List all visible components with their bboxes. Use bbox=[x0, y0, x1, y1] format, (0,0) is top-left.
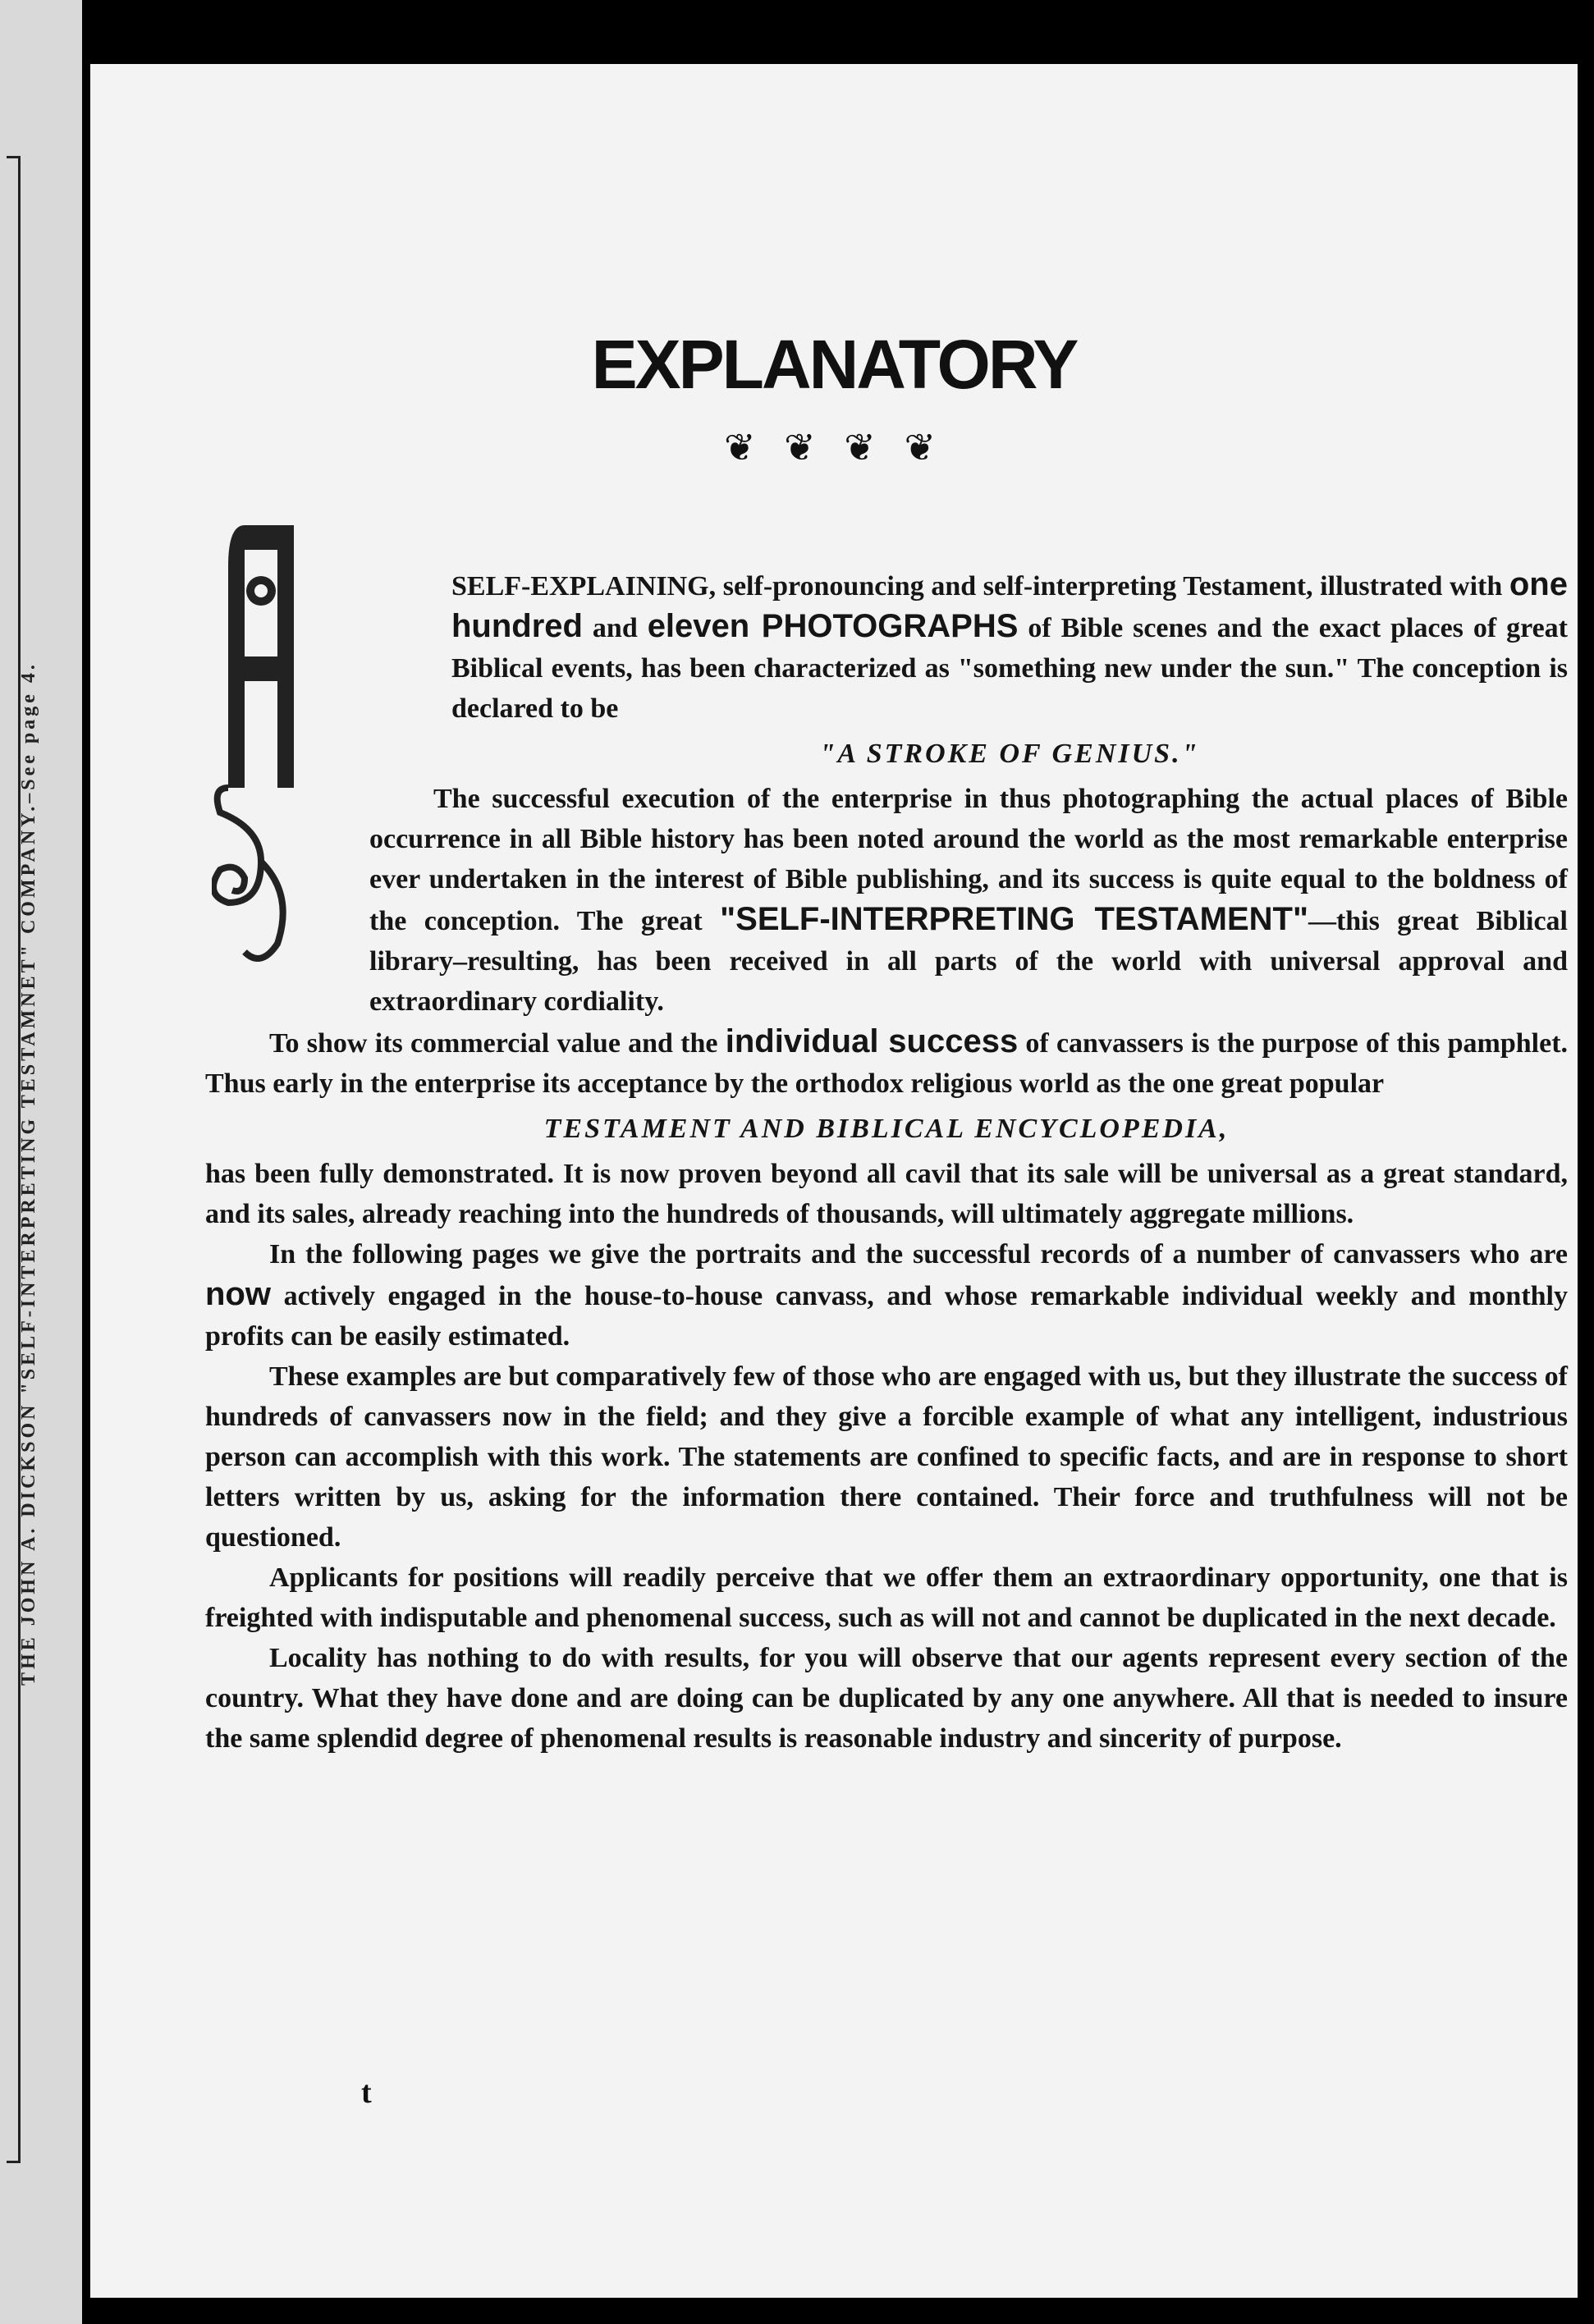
paragraph-1: SELF-EXPLAINING, self-pronouncing and self-interpreting Testament, illustrated with one hundred and eleven PHOTOGRAPHS of Bible scenes and the exact places of great Biblical events, has been characterized as "something new under the sun." The conception is declared to be bbox=[451, 566, 1568, 724]
spine-text: THE JOHN A. DICKSON "SELF-INTERPRETING TESTAMNET" COMPANY.–See page 4. bbox=[18, 661, 39, 1686]
encyclopedia-line: TESTAMENT AND BIBLICAL ENCYCLOPEDIA, bbox=[543, 1114, 1230, 1144]
paragraph-4: has been fully demonstrated. It is now proven beyond all cavil that its sale will be universal as a great standard, and its sales, already reaching into the hundreds of thousands, will ultimately aggregate millions. bbox=[205, 1159, 1568, 1229]
page-mark: t bbox=[361, 2075, 372, 2110]
paragraph-6: These examples are but comparatively few of those who are engaged with us, but they illustrate the success of hundreds of canvassers now in the field; and they give a forcible example of what any intelligent, industrious person can accomplish with this work. The statements are confined to specific facts, and are in response to short letters written by us, asking for the information there contained. Their force and truthfulness will not be questioned. bbox=[205, 1361, 1568, 1553]
ornament-row: ❦ ❦ ❦ ❦ bbox=[723, 425, 945, 469]
paragraph-5: In the following pages we give the portraits and the successful records of a number of canvassers who are now actively engaged in the house-to-house canvass, and whose remarkable individual weekly and monthly profits can be easily estimated. bbox=[205, 1239, 1568, 1352]
left-page-edge bbox=[0, 0, 82, 2324]
page-title: EXPLANATORY bbox=[591, 326, 1077, 403]
paragraph-8: Locality has nothing to do with results, for you will observe that our agents represent every section of the country. What they have done and are doing can be duplicated by any one anywhere. All that is needed to insure the same splendid degree of phenomenal results is reasonable industry and sincerity of purpose. bbox=[205, 1643, 1568, 1754]
document-page bbox=[90, 64, 1578, 2298]
paragraph-3: To show its commercial value and the individual success of canvassers is the purpose of this pamphlet. Thus early in the enterprise its acceptance by the orthodox religious world as the one great popular bbox=[205, 1023, 1569, 1099]
stroke-of-genius: "A STROKE OF GENIUS." bbox=[819, 739, 1200, 769]
paragraph-7: Applicants for positions will readily perceive that we offer them an extraordinary opportunity, one that is freighted with indisputable and phenomenal success, such as will not and cannot be duplicated in the next decade. bbox=[205, 1562, 1568, 1633]
paragraph-2: The successful execution of the enterprise in thus photographing the actual places of Bible occurrence in all Bible history has been noted around the world as the most remarkable enterprise ever undertaken in the interest of Bible publishing, and its success is quite equal to the boldness of the conception. The great "SELF-INTERPRETING TESTAMENT"—this great Biblical library–resulting, has been received in all parts of the world with universal approval and extraordinary cordiality. bbox=[369, 784, 1569, 1017]
body-text bbox=[205, 565, 1568, 1759]
